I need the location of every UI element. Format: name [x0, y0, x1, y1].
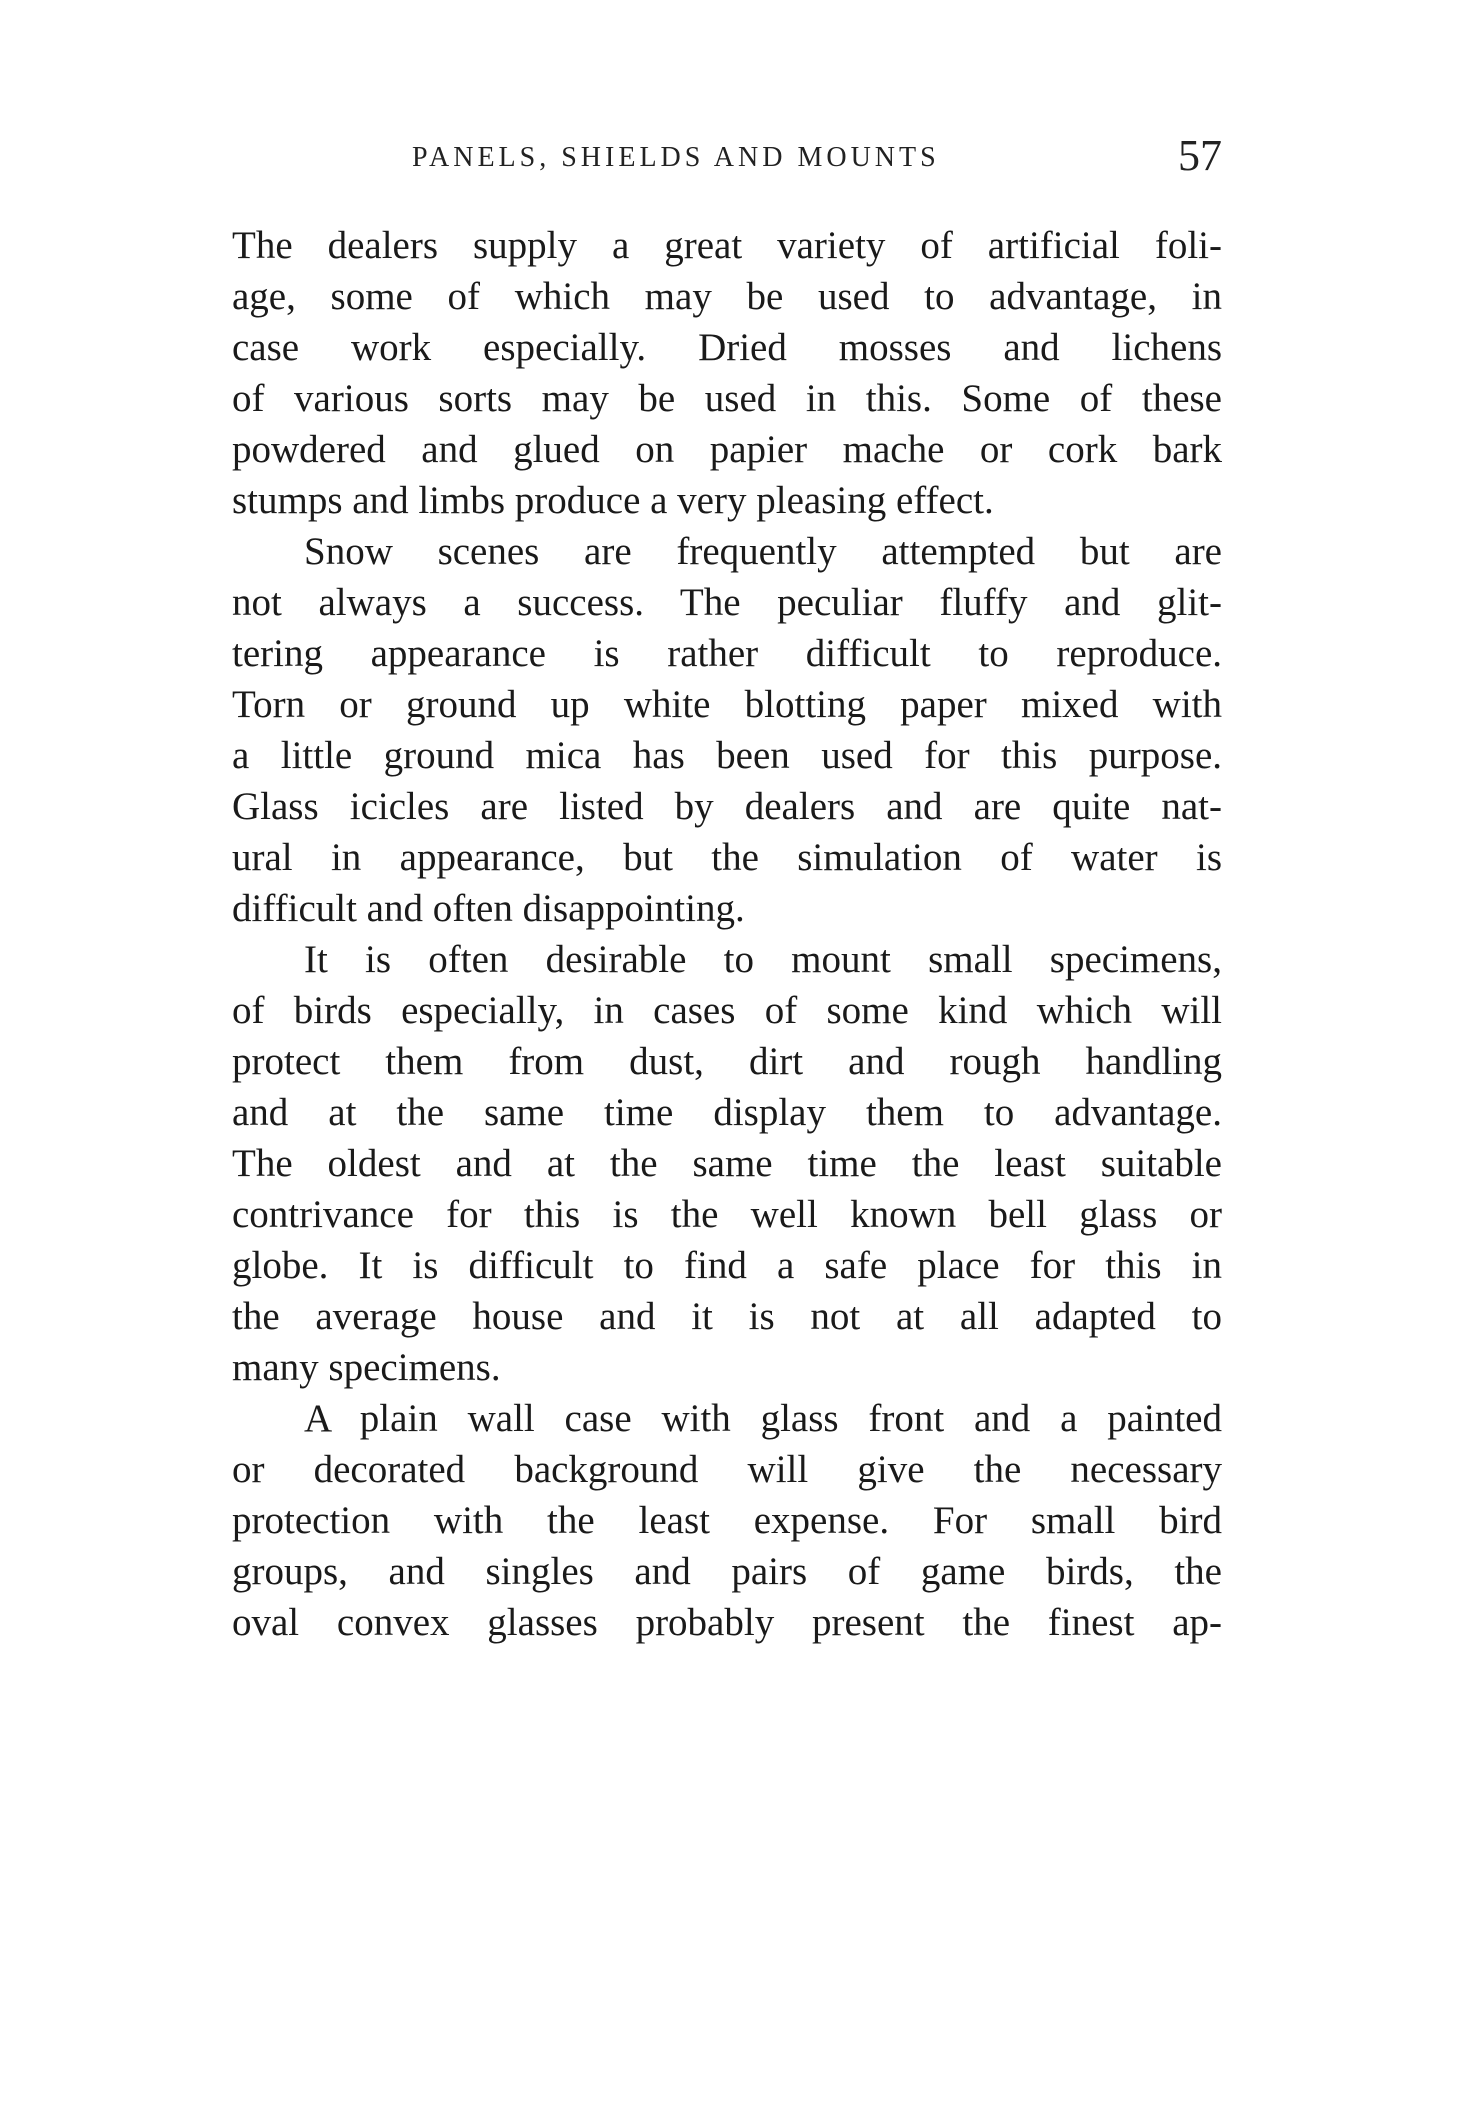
text-line: difficult and often disappointing.	[232, 887, 745, 930]
paragraph-2	[232, 526, 1222, 934]
page-number: 57	[1178, 131, 1222, 180]
text-line: tering appearance is rather difficult to reproduce.	[232, 632, 1222, 675]
text-line: contrivance for this is the well known bell glass or	[232, 1193, 1222, 1236]
text-line: of various sorts may be used in this. Some of these	[232, 377, 1222, 420]
paragraph-4	[232, 1393, 1222, 1648]
text-line: protection with the least expense. For small bird	[232, 1499, 1222, 1542]
text-line: globe. It is difficult to find a safe place for this in	[232, 1244, 1222, 1287]
text-line: Glass icicles are listed by dealers and are quite nat-	[232, 785, 1222, 828]
text-line: a little ground mica has been used for this purpose.	[232, 734, 1222, 777]
text-line: powdered and glued on papier mache or cork bark	[232, 428, 1222, 471]
body-text	[232, 220, 1222, 1648]
text-line: the average house and it is not at all adapted to	[232, 1295, 1222, 1338]
text-line: The oldest and at the same time the least suitable	[232, 1142, 1222, 1185]
running-head	[232, 131, 1222, 198]
text-line: age, some of which may be used to advantage, in	[232, 275, 1222, 318]
text-line: Torn or ground up white blotting paper mixed with	[232, 683, 1222, 726]
text-line: of birds especially, in cases of some kind which will	[232, 989, 1222, 1032]
text-line: protect them from dust, dirt and rough handling	[232, 1040, 1222, 1083]
text-line: or decorated background will give the necessary	[232, 1448, 1222, 1491]
text-line: A plain wall case with glass front and a painted	[304, 1397, 1222, 1440]
text-line: not always a success. The peculiar fluffy and glit-	[232, 581, 1222, 624]
text-line: groups, and singles and pairs of game birds, the	[232, 1550, 1222, 1593]
running-title: PANELS, SHIELDS AND MOUNTS	[412, 142, 940, 173]
text-line: Snow scenes are frequently attempted but are	[304, 530, 1222, 573]
text-line: The dealers supply a great variety of artificial foli-	[232, 224, 1222, 267]
text-line: stumps and limbs produce a very pleasing effect.	[232, 479, 994, 522]
text-line: case work especially. Dried mosses and lichens	[232, 326, 1222, 369]
paragraph-3	[232, 934, 1222, 1393]
text-line: oval convex glasses probably present the finest ap-	[232, 1601, 1222, 1644]
text-line: ural in appearance, but the simulation of water is	[232, 836, 1222, 879]
paragraph-1	[232, 220, 1222, 526]
text-line: and at the same time display them to advantage.	[232, 1091, 1222, 1134]
text-line: It is often desirable to mount small specimens,	[304, 938, 1222, 981]
text-line: many specimens.	[232, 1346, 501, 1389]
